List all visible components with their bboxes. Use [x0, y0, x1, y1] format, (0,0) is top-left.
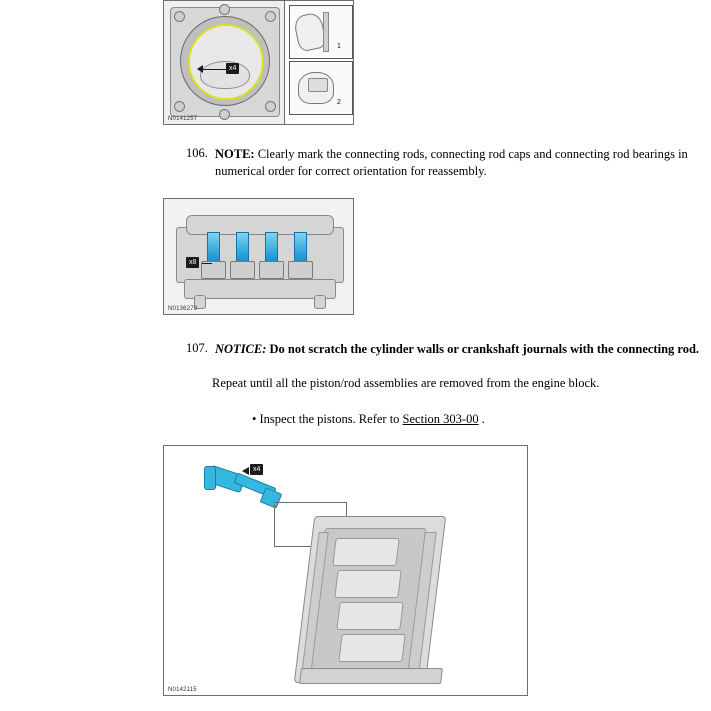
figure-1-left-panel: [164, 1, 284, 125]
deck-bolt: [219, 4, 230, 15]
leader-vertical: [274, 504, 275, 547]
callout-leader: [202, 263, 212, 264]
step-107-body: Repeat until all the piston/rod assemblies are removed from the engine block.: [212, 376, 600, 390]
hand-illustration-1: [289, 5, 353, 59]
figure-1-caption: N0141257: [168, 116, 198, 122]
cylinder-bore: [334, 570, 401, 598]
callout-arrowhead: [197, 65, 203, 73]
figure-1-right-panel: [284, 1, 354, 125]
step-106-number: 106.: [186, 146, 208, 160]
figure-3-callout: x4: [250, 464, 263, 475]
connecting-rod-cap: [288, 261, 313, 279]
connecting-rod-cap: [230, 261, 255, 279]
figure-1-callout: x4: [226, 63, 239, 74]
cylinder-bore: [332, 538, 399, 566]
figure-3-caption: N0142115: [168, 687, 197, 693]
step-107-notice: [215, 341, 711, 358]
step-107-bullet: [252, 412, 485, 427]
connecting-rod-cap: [259, 261, 284, 279]
hand-illustration-2: [289, 61, 353, 115]
step-106-text: [215, 146, 711, 180]
figure-piston-bore: [163, 0, 354, 125]
bullet-text-after: .: [478, 412, 485, 426]
deck-bolt: [265, 11, 276, 22]
step-107-number: 107.: [186, 341, 208, 355]
figure-connecting-rods: [163, 198, 354, 315]
deck-bolt: [174, 11, 185, 22]
section-link[interactable]: Section 303-00: [402, 412, 479, 426]
block-foot: [314, 295, 326, 309]
step-107-notice-text: Do not scratch the cylinder walls or crankshaft journals with the connecting rod.: [269, 342, 700, 356]
block-bottom-flange: [299, 668, 443, 684]
step-107-notice-label: NOTICE:: [215, 342, 267, 356]
bullet-marker: •: [252, 412, 257, 426]
step-106-body: Clearly mark the connecting rods, connecting rod caps and connecting rod bearings in numerical order for correct orientation for reassembly.: [215, 147, 688, 178]
deck-bolt: [219, 109, 230, 120]
rod-shaft: [323, 12, 329, 52]
piston-in-hand: [308, 78, 328, 92]
callout-arrowhead: [242, 467, 249, 475]
figure-2-callout: x8: [186, 257, 199, 268]
step-106-note-label: NOTE:: [215, 147, 255, 161]
leader-horizontal-2: [274, 502, 346, 503]
cylinder-bore: [338, 634, 405, 662]
deck-bolt: [174, 101, 185, 112]
piston-crown: [200, 61, 250, 89]
callout-leader: [200, 69, 228, 70]
bullet-text-before: Inspect the pistons. Refer to: [259, 412, 403, 426]
special-tool-handle: [204, 466, 216, 490]
hand-label-2: 2: [337, 99, 341, 106]
hand-label-1: 1: [337, 43, 341, 50]
figure-engine-block-tool: [163, 445, 528, 696]
deck-bolt: [265, 101, 276, 112]
figure-2-caption: N0136278: [168, 306, 198, 312]
cylinder-bore: [336, 602, 403, 630]
